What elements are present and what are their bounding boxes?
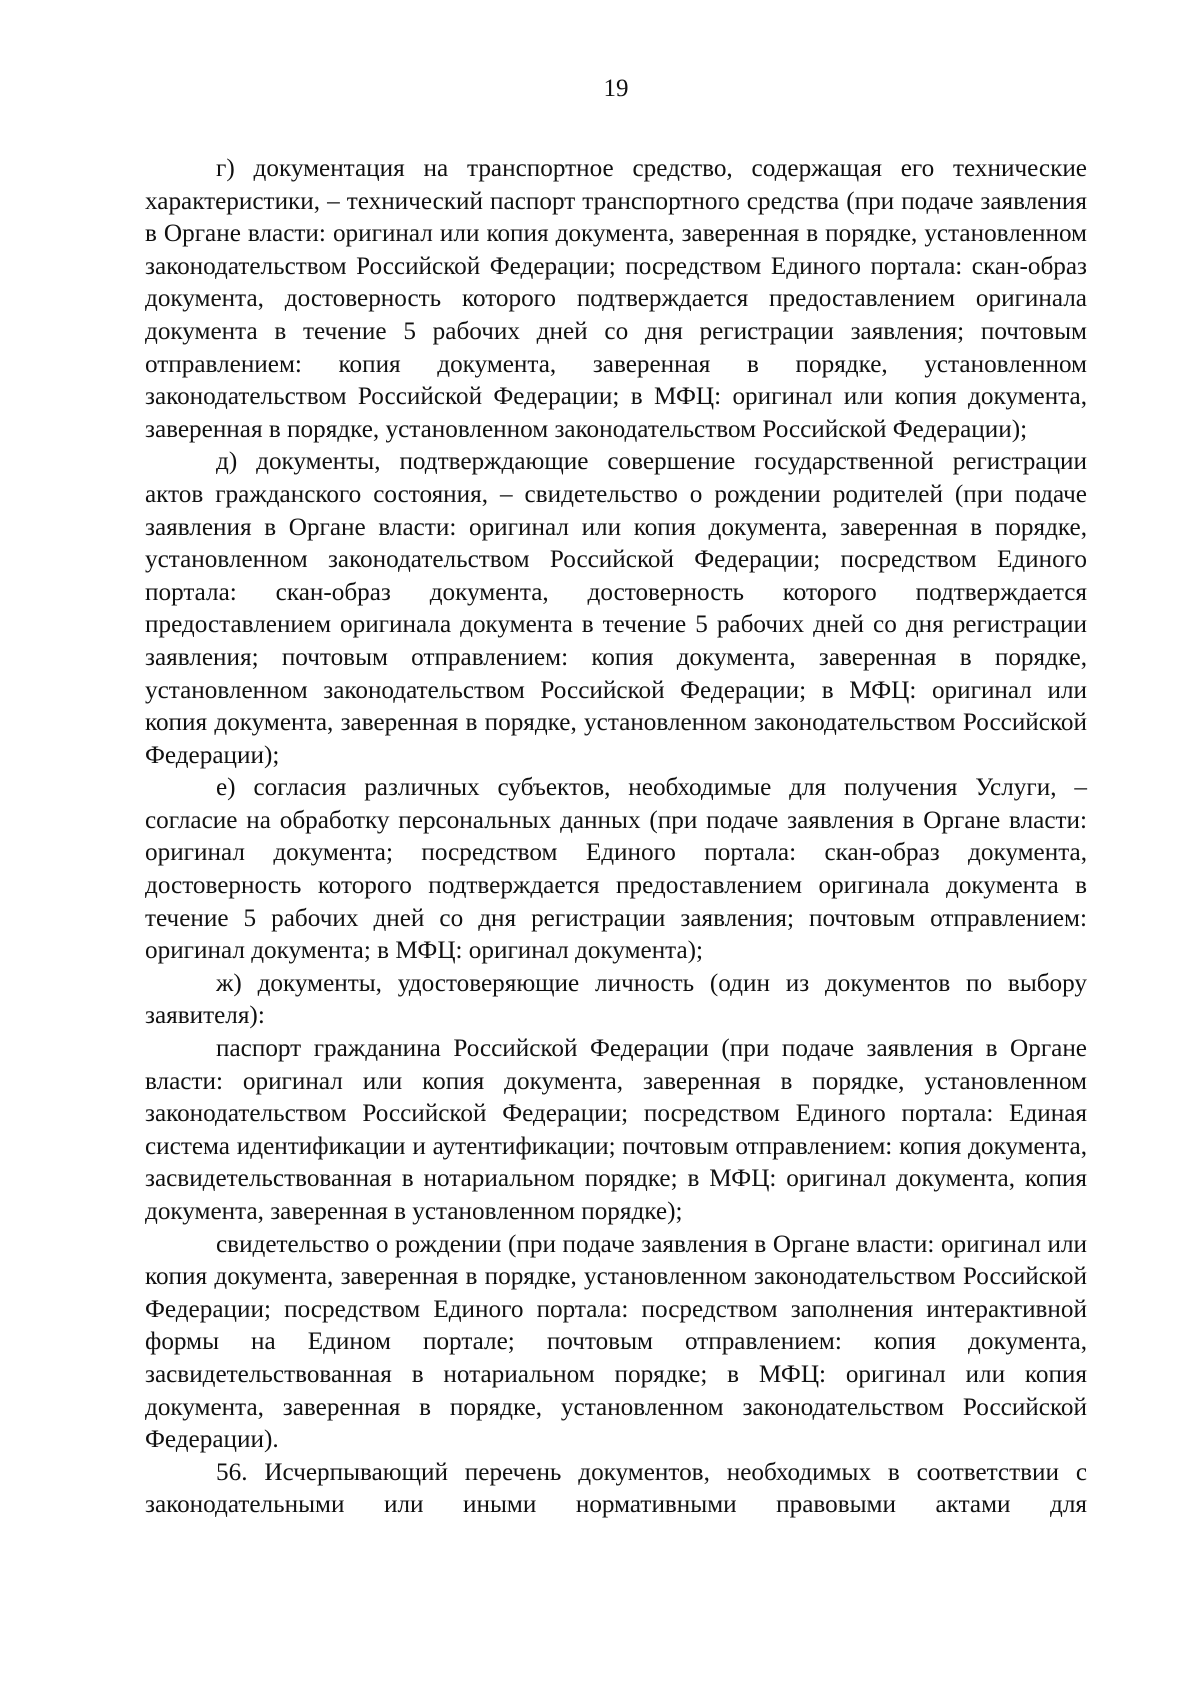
paragraph-e-consents: е) согласия различных субъектов, необходимые для получения Услуги, – согласие на обработку персональных данных (при подаче заявления в Органе власти: оригинал документа; посредством Единого портала: скан-образ документа, достоверность которого подтверждается предоставлением оригинала документа в течение 5 рабочих дней со дня регистрации заявления; почтовым отправлением: оригинал документа; в МФЦ: оригинал документа);	[145, 774, 1087, 965]
paragraph-56-exhaustive-list: 56. Исчерпывающий перечень документов, необходимых в соответствии с законодательными или иными нормативными правовыми актами для	[145, 1458, 1087, 1519]
paragraph-birth-certificate: свидетельство о рождении (при подаче заявления в Органе власти: оригинал или копия документа, заверенная в порядке, установленном законодательством Российской Федерации; посредством Единого портала: посредством заполнения интерактивной формы на Едином портале; почтовым отправлением: копия документа, засвидетельствованная в нотариальном порядке; в МФЦ: оригинал или копия документа, заверенная в порядке, установленном законодательством Российской Федерации).	[145, 1230, 1087, 1454]
paragraph-zh-identity-documents: ж) документы, удостоверяющие личность (один из документов по выбору заявителя):	[145, 969, 1087, 1030]
paragraph-d-civil-registration: д) документы, подтверждающие совершение государственной регистрации актов гражданского состояния, – свидетельство о рождении родителей (при подаче заявления в Органе власти: оригинал или копия документа, заверенная в порядке, установленном законодательством Российской Федерации; посредством Единого портала: скан-образ документа, достоверность которого подтверждается предоставлением оригинала документа в течение 5 рабочих дней со дня регистрации заявления; почтовым отправлением: копия документа, заверенная в порядке, установленном законодательством Российской Федерации; в МФЦ: оригинал или копия документа, заверенная в порядке, установленном законодательством Российской Федерации);	[145, 448, 1087, 769]
page-number: 19	[603, 75, 629, 102]
paragraph-g-vehicle-documents: г) документация на транспортное средство, содержащая его технические характеристики, – технический паспорт транспортного средства (при подаче заявления в Органе власти: оригинал или копия документа, заверенная в порядке, установленном законодательством Российской Федерации; посредством Единого портала: скан-образ документа, достоверность которого подтверждается предоставлением оригинала документа в течение 5 рабочих дней со дня регистрации заявления; почтовым отправлением: копия документа, заверенная в порядке, установленном законодательством Российской Федерации; в МФЦ: оригинал или копия документа, заверенная в порядке, установленном законодательством Российской Федерации);	[145, 155, 1087, 443]
paragraph-passport: паспорт гражданина Российской Федерации (при подаче заявления в Органе власти: оригинал или копия документа, заверенная в порядке, установленном законодательством Российской Федерации; посредством Единого портала: Единая система идентификации и аутентификации; почтовым отправлением: копия документа, засвидетельствованная в нотариальном порядке; в МФЦ: оригинал документа, копия документа, заверенная в установленном порядке);	[145, 1035, 1087, 1225]
